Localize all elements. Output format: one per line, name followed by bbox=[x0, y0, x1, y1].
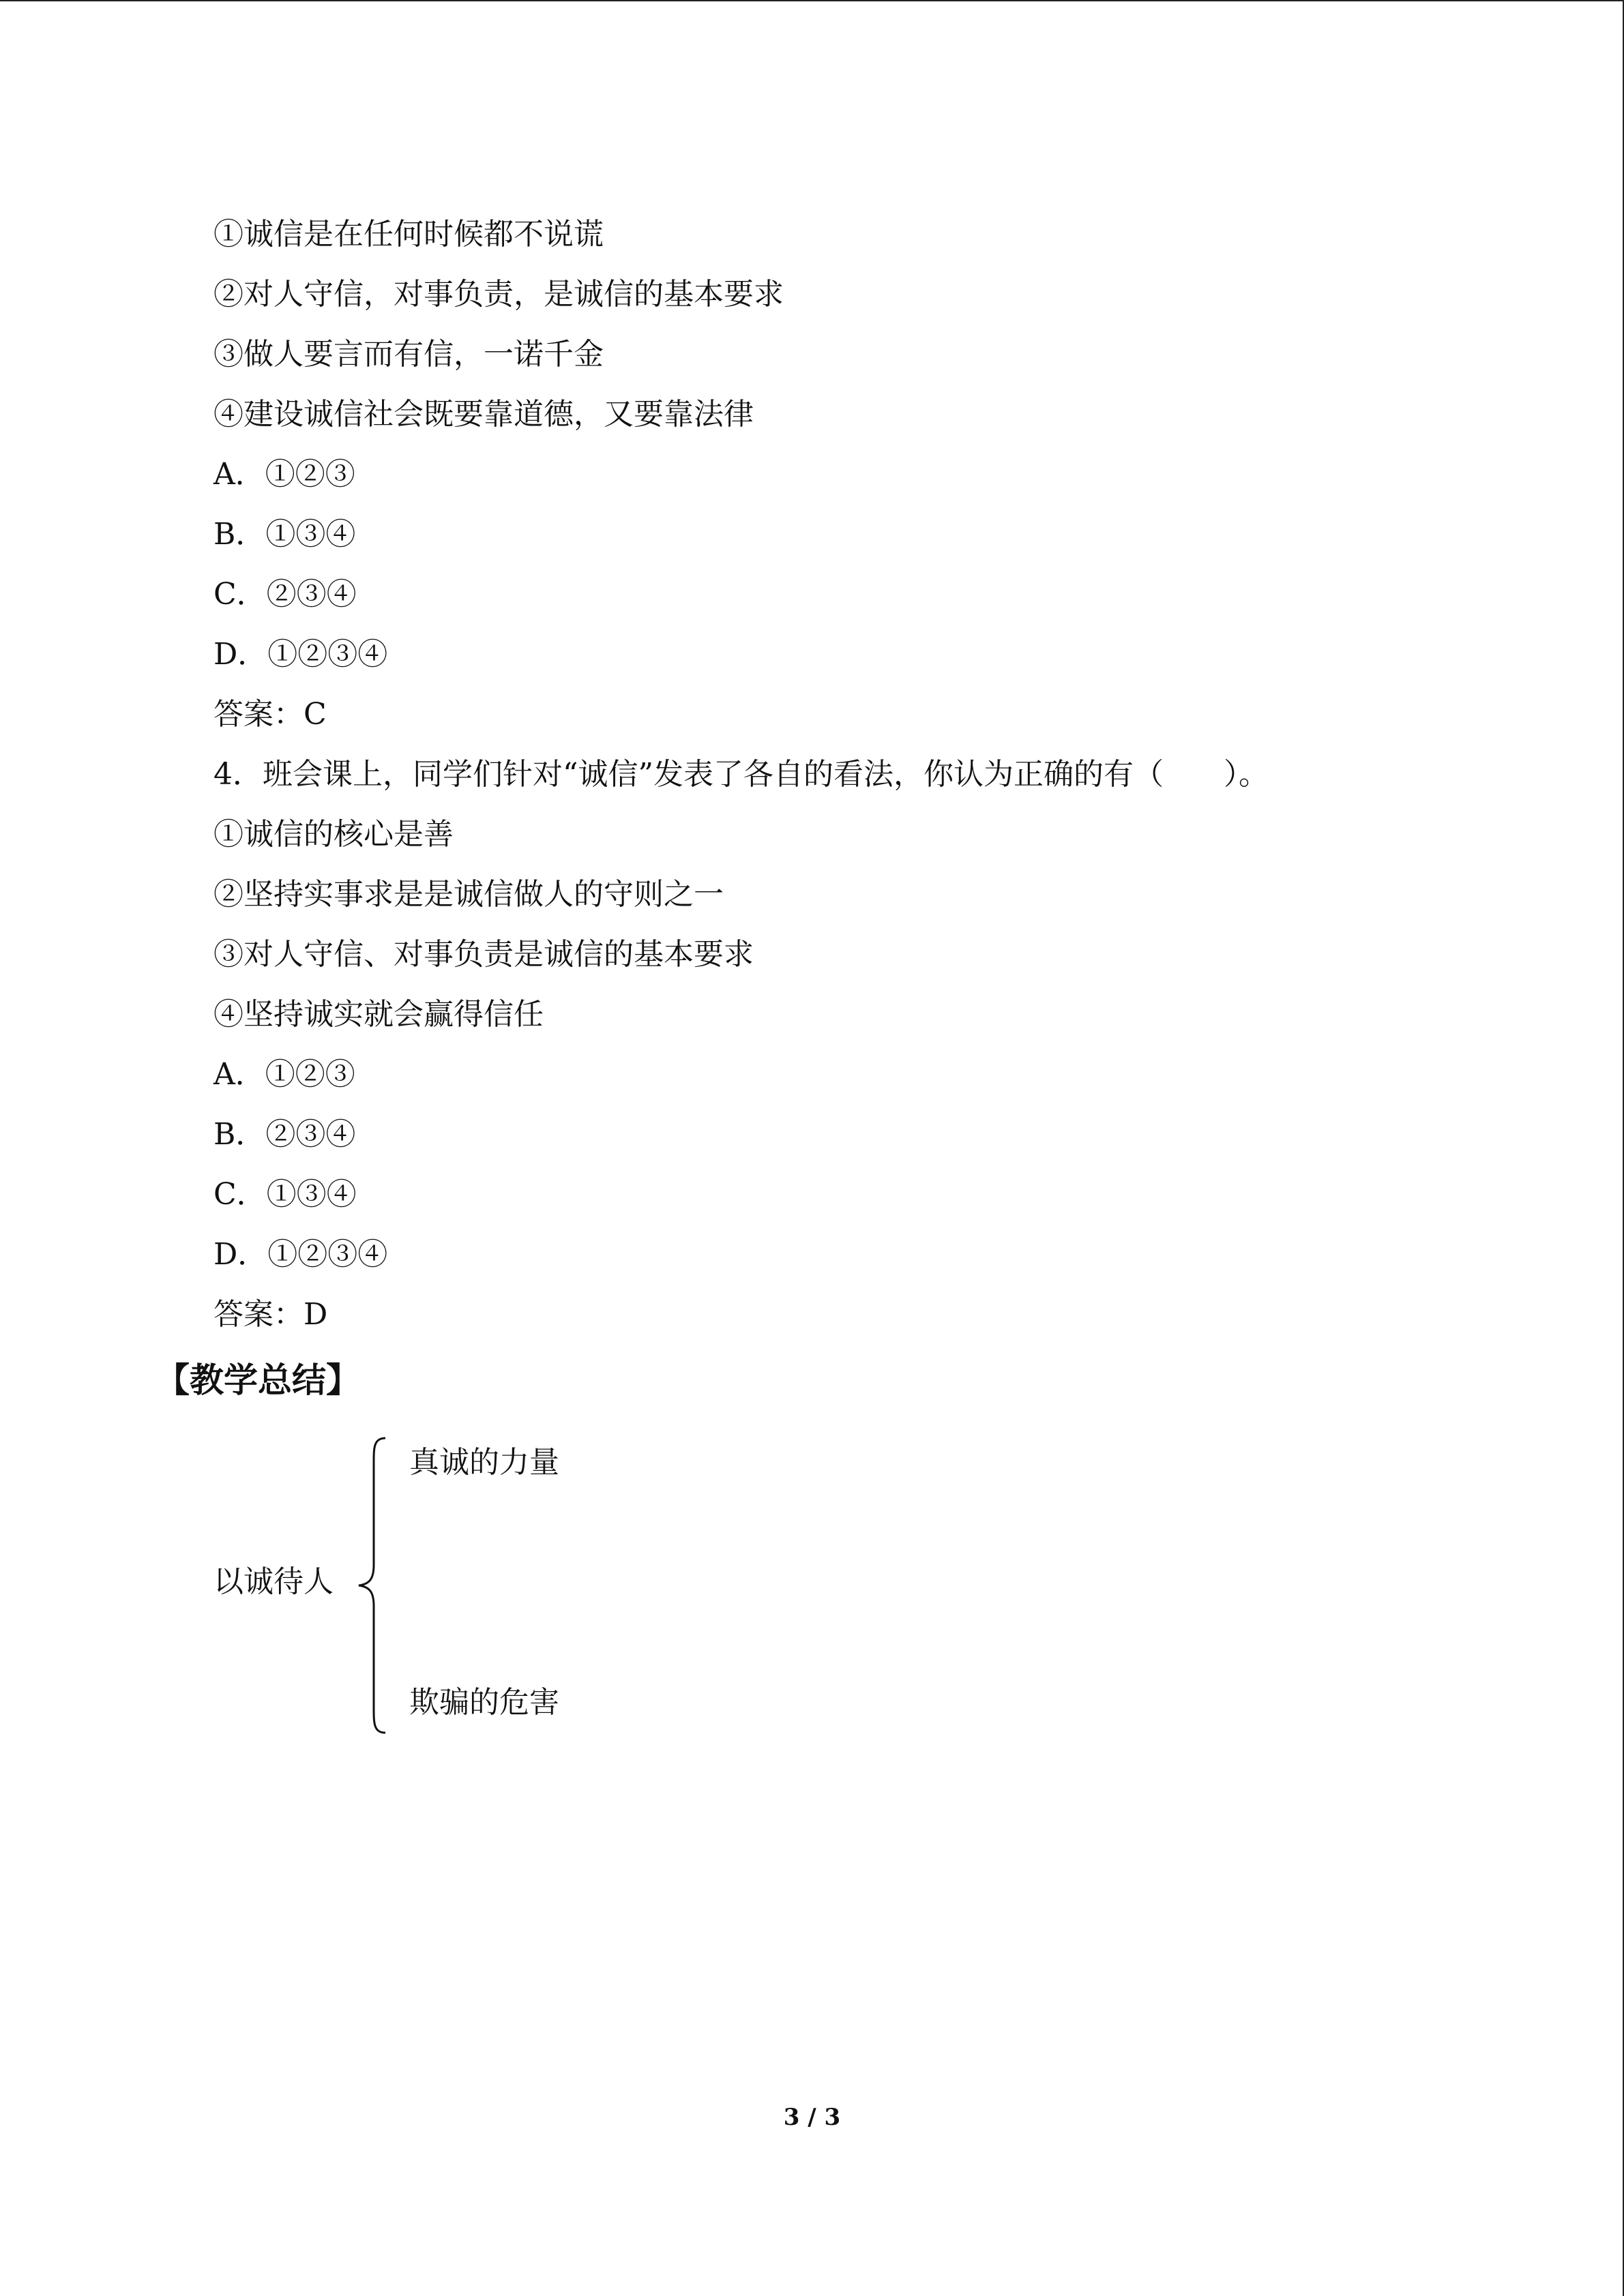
summary-root: 以诚待人 bbox=[213, 1564, 334, 1599]
q4-statement-3: ③对人守信、对事负责是诚信的基本要求 bbox=[213, 937, 754, 972]
answer-3: 答案：C bbox=[213, 697, 327, 732]
brace-icon bbox=[355, 1435, 389, 1735]
top-border bbox=[0, 0, 1624, 1]
q4-option-b: B．②③④ bbox=[213, 1117, 356, 1152]
section-heading: 【教学总结】 bbox=[156, 1360, 360, 1400]
option-d: D．①②③④ bbox=[213, 637, 388, 672]
q4-option-a: A．①②③ bbox=[213, 1057, 355, 1092]
q4-statement-4: ④坚持诚实就会赢得信任 bbox=[213, 997, 544, 1032]
summary-branch-2: 欺骗的危害 bbox=[409, 1685, 559, 1720]
answer-4: 答案：D bbox=[213, 1297, 328, 1332]
statement-2: ②对人守信，对事负责，是诚信的基本要求 bbox=[213, 277, 784, 312]
page-number: 3 / 3 bbox=[783, 2104, 841, 2131]
option-b: B．①③④ bbox=[213, 517, 356, 552]
q4-statement-2: ②坚持实事求是是诚信做人的守则之一 bbox=[213, 877, 724, 912]
statement-3: ③做人要言而有信，一诺千金 bbox=[213, 337, 604, 372]
q4-option-c: C．①③④ bbox=[213, 1177, 357, 1212]
summary-branch-1: 真诚的力量 bbox=[409, 1445, 559, 1480]
question-4: 4．班会课上，同学们针对“诚信”发表了各自的看法，你认为正确的有（ ）。 bbox=[213, 757, 1269, 792]
option-a: A．①②③ bbox=[213, 457, 355, 492]
q4-statement-1: ①诚信的核心是善 bbox=[213, 817, 454, 852]
q4-option-d: D．①②③④ bbox=[213, 1237, 388, 1272]
option-c: C．②③④ bbox=[213, 577, 357, 612]
statement-1: ①诚信是在任何时候都不说谎 bbox=[213, 217, 604, 252]
statement-4: ④建设诚信社会既要靠道德，又要靠法律 bbox=[213, 397, 754, 432]
